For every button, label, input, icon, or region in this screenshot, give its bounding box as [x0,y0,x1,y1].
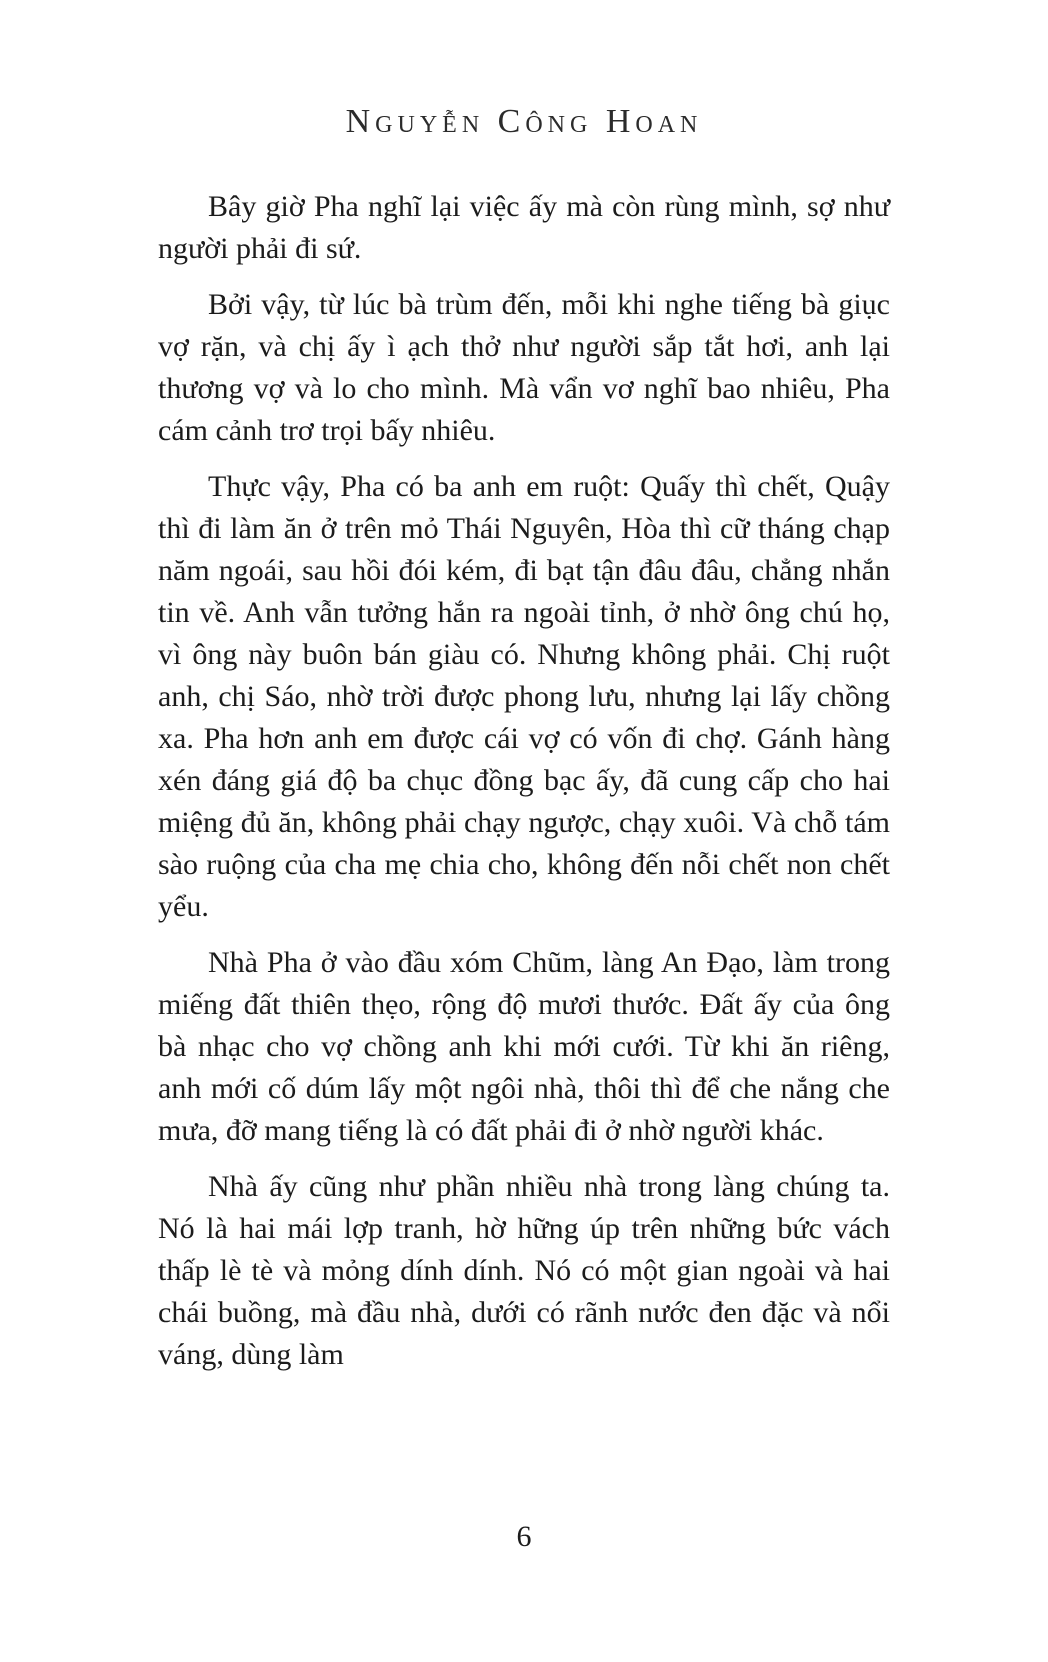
running-header-author: Nguyễn Công Hoan [345,103,703,140]
page-body-text [158,186,890,1390]
body-paragraph: Bởi vậy, từ lúc bà trùm đến, mỗi khi nghe tiếng bà giục vợ rặn, và chị ấy ì ạch thở như người sắp tắt hơi, anh lại thương vợ và lo cho mình. Mà vẩn vơ nghĩ bao nhiêu, Pha cám cảnh trơ trọi bấy nhiêu. [158,288,890,447]
page-number: 6 [516,1520,532,1553]
body-paragraph: Thực vậy, Pha có ba anh em ruột: Quấy thì chết, Quậy thì đi làm ăn ở trên mỏ Thái Nguyên, Hòa thì cữ tháng chạp năm ngoái, sau hồi đói kém, đi bạt tận đâu đâu, chẳng nhắn tin về. Anh vẫn tưởng hắn ra ngoài tỉnh, ở nhờ ông chú họ, vì ông này buôn bán giàu có. Nhưng không phải. Chị ruột anh, chị Sáo, nhờ trời được phong lưu, nhưng lại lấy chồng xa. Pha hơn anh em được cái vợ có vốn đi chợ. Gánh hàng xén đáng giá độ ba chục đồng bạc ấy, đã cung cấp cho hai miệng đủ ăn, không phải chạy ngược, chạy xuôi. Và chỗ tám sào ruộng của cha mẹ chia cho, không đến nỗi chết non chết yểu. [158,470,890,923]
body-paragraph: Bây giờ Pha nghĩ lại việc ấy mà còn rùng mình, sợ như người phải đi sứ. [158,190,890,265]
body-paragraph: Nhà Pha ở vào đầu xóm Chũm, làng An Đạo, làm trong miếng đất thiên thẹo, rộng độ mươi thước. Đất ấy của ông bà nhạc cho vợ chồng anh khi mới cưới. Từ khi ăn riêng, anh mới cố dúm lấy một ngôi nhà, thôi thì để che nắng che mưa, đỡ mang tiếng là có đất phải đi ở nhờ người khác. [158,946,890,1147]
body-paragraph: Nhà ấy cũng như phần nhiều nhà trong làng chúng ta. Nó là hai mái lợp tranh, hờ hững úp trên những bức vách thấp lè tè và mỏng dính dính. Nó có một gian ngoài và hai chái buồng, mà đầu nhà, dưới có rãnh nước đen đặc và nổi váng, dùng làm [158,1170,890,1371]
